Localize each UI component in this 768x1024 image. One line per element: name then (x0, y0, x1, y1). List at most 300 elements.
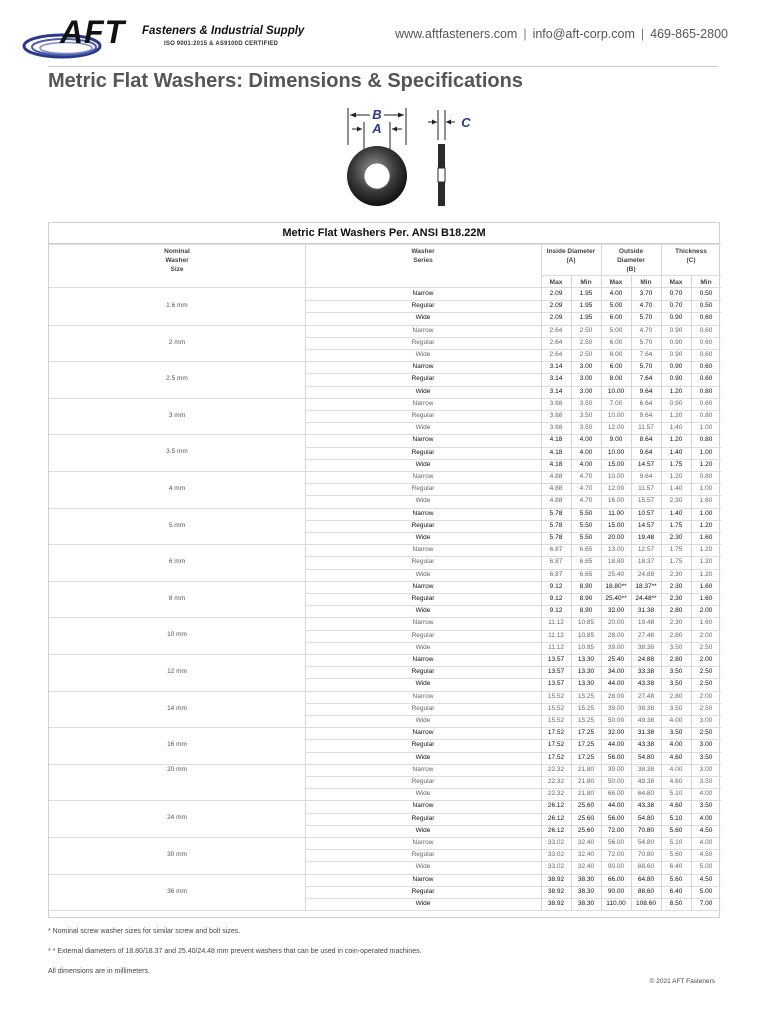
series-cell: Regular (411, 704, 435, 712)
value-cell: 88.60 (637, 863, 655, 871)
copyright: © 2021 AFT Fasteners (649, 978, 715, 985)
website-link[interactable]: www.aftfasteners.com (395, 27, 518, 41)
value-cell: 9.64 (639, 448, 653, 456)
separator: | (640, 27, 645, 41)
value-cell: 4.70 (639, 302, 653, 310)
value-cell: 0.50 (699, 302, 713, 310)
value-cell: 2.50 (699, 729, 713, 737)
table-row (305, 483, 721, 495)
value-cell: 3.50 (699, 802, 713, 810)
value-cell: 38.92 (547, 887, 565, 895)
value-cell: 1.00 (699, 509, 713, 517)
value-cell: 4.00 (699, 839, 713, 846)
subheader-min: Min (640, 279, 652, 286)
value-cell: 0.60 (699, 326, 713, 334)
value-cell: 49.38 (637, 717, 655, 724)
value-cell: 3.00 (699, 741, 713, 749)
value-cell: 31.38 (637, 607, 655, 615)
value-cell: 12.00 (607, 424, 625, 432)
table-row (305, 337, 721, 349)
value-cell: 56.00 (607, 753, 625, 761)
value-cell: 11.12 (548, 631, 564, 639)
value-cell: 4.00 (669, 741, 683, 749)
value-cell: 5.60 (669, 875, 683, 883)
value-cell: 0.90 (669, 338, 683, 346)
nominal-size-cell: 20 mm (167, 765, 187, 773)
value-cell: 5.78 (549, 534, 563, 541)
series-cell: Wide (415, 534, 431, 541)
value-cell: 3.14 (549, 387, 563, 395)
row-divider (49, 910, 721, 911)
nominal-size-cell: 14 mm (167, 704, 187, 712)
value-cell: 6.87 (549, 546, 563, 554)
value-cell: 13.57 (547, 668, 565, 676)
header-inside-line1: Inside Diameter (546, 248, 596, 255)
value-cell: 1.20 (699, 570, 713, 578)
value-cell: 27.48 (637, 692, 655, 700)
value-cell: 2.09 (549, 290, 563, 297)
value-cell: 5.60 (669, 851, 683, 859)
value-cell: 14.57 (637, 460, 655, 468)
value-cell: 25.60 (577, 826, 595, 834)
table-row (305, 422, 721, 434)
value-cell: 15.25 (577, 717, 595, 724)
value-cell: 1.20 (669, 412, 683, 419)
header-size (49, 247, 305, 274)
value-cell: 4.60 (669, 802, 683, 810)
series-cell: Narrow (412, 656, 434, 663)
value-cell: 2.30 (669, 582, 683, 590)
table-row (305, 325, 721, 337)
value-cell: 3.50 (669, 680, 683, 688)
value-cell: 0.90 (669, 363, 683, 371)
column-divider (541, 244, 542, 910)
value-cell: 11.12 (548, 619, 564, 627)
value-cell: 56.00 (607, 839, 625, 846)
nominal-size-cell: 36 mm (167, 887, 187, 895)
table-row (305, 898, 721, 910)
header-inside-diameter (541, 247, 601, 265)
value-cell: 90.00 (607, 863, 625, 871)
value-cell: 4.50 (699, 875, 713, 883)
series-cell: Wide (415, 643, 431, 651)
value-cell: 2.50 (699, 704, 713, 712)
value-cell: 2.30 (669, 619, 683, 627)
table-row (305, 300, 721, 312)
table-row (305, 874, 721, 886)
value-cell: 13.30 (577, 668, 595, 676)
value-cell: 18.37 (637, 558, 655, 566)
value-cell: 20.00 (607, 619, 625, 627)
series-cell: Narrow (412, 436, 434, 444)
value-cell: 11.12 (548, 643, 564, 651)
value-cell: 13.57 (547, 656, 565, 663)
value-cell: 1.20 (699, 558, 713, 566)
logo-certification: ISO 9001:2015 & AS9100D CERTIFIED (164, 41, 279, 47)
nominal-size-cell: 12 mm (167, 668, 187, 675)
value-cell: 3.50 (579, 424, 593, 432)
value-cell: 10.00 (607, 448, 625, 456)
header-inside-line2: (A) (566, 257, 576, 264)
value-cell: 64.80 (637, 790, 655, 798)
value-cell: 4.50 (699, 851, 713, 859)
value-cell: 5.00 (699, 887, 713, 895)
phone-link[interactable]: 469-865-2800 (650, 27, 728, 41)
table-row (305, 495, 721, 507)
value-cell: 5.50 (579, 509, 593, 517)
value-cell: 6.64 (639, 399, 653, 407)
value-cell: 33.02 (547, 851, 565, 859)
value-cell: 26.12 (547, 814, 565, 822)
value-cell: 54.80 (637, 814, 655, 822)
value-cell: 17.52 (547, 741, 565, 749)
column-divider (601, 244, 602, 910)
value-cell: 32.40 (577, 851, 595, 859)
series-cell: Wide (415, 753, 431, 761)
value-cell: 3.00 (699, 765, 713, 773)
series-cell: Narrow (412, 509, 434, 517)
value-cell: 0.90 (669, 375, 683, 383)
value-cell: 50.00 (607, 778, 625, 785)
value-cell: 7.64 (639, 375, 653, 383)
email-link[interactable]: info@aft-corp.com (532, 27, 635, 41)
value-cell: 2.30 (669, 595, 683, 602)
value-cell: 0.70 (669, 302, 683, 310)
value-cell: 6.00 (609, 314, 623, 322)
value-cell: 4.00 (669, 765, 683, 773)
value-cell: 0.60 (699, 351, 713, 358)
table-row (305, 849, 721, 861)
subheader-min: Min (700, 279, 712, 286)
value-cell: 9.64 (639, 387, 653, 395)
value-cell: 4.60 (669, 778, 683, 785)
value-cell: 10.57 (637, 509, 655, 517)
table-row (305, 678, 721, 690)
series-cell: Wide (415, 863, 431, 871)
value-cell: 1.95 (579, 314, 593, 322)
value-cell: 1.20 (669, 473, 683, 480)
value-cell: 5.78 (549, 509, 563, 517)
value-cell: 0.70 (669, 290, 683, 297)
value-cell: 25.60 (577, 814, 595, 822)
series-cell: Wide (415, 826, 431, 834)
value-cell: 1.95 (579, 302, 593, 310)
series-cell: Wide (415, 351, 431, 358)
table-row (305, 776, 721, 788)
value-cell: 39.00 (607, 643, 625, 651)
value-cell: 64.80 (637, 875, 655, 883)
value-cell: 70.80 (637, 826, 655, 834)
aft-logo[interactable] (22, 10, 312, 62)
series-cell: Wide (415, 900, 431, 907)
series-cell: Narrow (412, 729, 434, 737)
value-cell: 110.00 (606, 900, 626, 907)
value-cell: 6.87 (549, 570, 563, 578)
value-cell: 3.00 (579, 375, 593, 383)
nominal-size-cell: 5 mm (168, 521, 186, 529)
value-cell: 9.00 (609, 436, 623, 444)
value-cell: 2.64 (549, 351, 563, 358)
series-cell: Narrow (412, 802, 434, 810)
value-cell: 2.30 (669, 534, 683, 541)
table-row (305, 800, 721, 812)
value-cell: 1.75 (669, 521, 683, 529)
value-cell: 1.20 (699, 521, 713, 529)
value-cell: 10.00 (607, 412, 625, 419)
value-cell: 38.30 (577, 887, 595, 895)
value-cell: 5.60 (669, 826, 683, 834)
series-cell: Regular (411, 741, 435, 749)
value-cell: 44.00 (607, 741, 625, 749)
value-cell: 0.80 (699, 387, 713, 395)
value-cell: 12.57 (637, 546, 655, 554)
value-cell: 1.00 (699, 448, 713, 456)
value-cell: 10.00 (607, 473, 625, 480)
value-cell: 3.14 (549, 375, 563, 383)
value-cell: 4.70 (579, 473, 593, 480)
value-cell: 0.80 (699, 473, 713, 480)
footnote-nominal: * Nominal screw washer sizes for similar screw and bolt sizes. (48, 928, 241, 935)
table-row (305, 434, 721, 446)
table-row (305, 544, 721, 556)
value-cell: 4.00 (669, 717, 683, 724)
table-row (305, 373, 721, 385)
value-cell: 38.92 (547, 900, 565, 907)
series-cell: Regular (411, 814, 435, 822)
value-cell: 33.38 (637, 668, 655, 676)
value-cell: 28.00 (607, 631, 625, 639)
value-cell: 24.88 (637, 656, 655, 663)
label-b: B (372, 107, 382, 122)
table-row (305, 361, 721, 373)
value-cell: 2.00 (699, 656, 713, 663)
value-cell: 24.48** (635, 595, 657, 602)
value-cell: 3.50 (669, 668, 683, 676)
series-cell: Wide (415, 680, 431, 688)
nominal-size-cell: 1.6 mm (166, 302, 188, 309)
value-cell: 2.64 (549, 326, 563, 334)
value-cell: 1.75 (669, 546, 683, 554)
value-cell: 2.00 (699, 607, 713, 615)
table-row (305, 666, 721, 678)
series-cell: Regular (411, 631, 435, 639)
series-cell: Narrow (412, 326, 434, 334)
value-cell: 17.52 (547, 753, 565, 761)
value-cell: 1.00 (699, 424, 713, 432)
nominal-size-cell: 4 mm (168, 485, 186, 492)
table-row (305, 288, 721, 300)
value-cell: 4.60 (669, 753, 683, 761)
washer-diagram (330, 100, 480, 215)
value-cell: 39.00 (607, 765, 625, 773)
value-cell: 5.00 (609, 326, 623, 334)
value-cell: 8.00 (609, 351, 623, 358)
value-cell: 1.60 (699, 595, 713, 602)
value-cell: 3.14 (549, 363, 563, 371)
table-row (305, 312, 721, 324)
column-divider (691, 275, 692, 910)
series-cell: Regular (411, 521, 435, 529)
value-cell: 3.50 (669, 729, 683, 737)
value-cell: 108.60 (636, 900, 656, 907)
value-cell: 22.32 (547, 778, 565, 785)
value-cell: 26.12 (547, 802, 565, 810)
value-cell: 3.00 (579, 387, 593, 395)
footnote-external-diameters: * * External diameters of 18.80/18.37 and 25.40/24.48 mm prevent washers that can be used in coin-operated machines. (48, 948, 422, 955)
value-cell: 4.88 (549, 485, 563, 493)
value-cell: 2.50 (579, 326, 593, 334)
value-cell: 4.18 (549, 448, 563, 456)
table-row (305, 386, 721, 398)
value-cell: 1.60 (699, 619, 713, 627)
value-cell: 6.40 (669, 887, 683, 895)
header-outside-line2: Diameter (617, 257, 645, 264)
nominal-size-cell: 24 mm (167, 814, 187, 822)
value-cell: 9.12 (549, 607, 563, 615)
value-cell: 8.90 (579, 582, 593, 590)
value-cell: 15.25 (577, 704, 595, 712)
series-cell: Narrow (412, 619, 434, 627)
value-cell: 1.95 (579, 290, 593, 297)
nominal-size-cell: 10 mm (167, 631, 187, 639)
value-cell: 13.57 (547, 680, 565, 688)
value-cell: 5.50 (579, 534, 593, 541)
separator: | (523, 27, 527, 41)
table-row (305, 739, 721, 751)
value-cell: 1.40 (669, 448, 683, 456)
value-cell: 6.00 (609, 338, 623, 346)
value-cell: 2.50 (699, 680, 713, 688)
value-cell: 7.64 (639, 351, 653, 358)
table-row (305, 410, 721, 422)
value-cell: 0.60 (699, 338, 713, 346)
value-cell: 3.50 (669, 704, 683, 712)
table-row (305, 349, 721, 361)
value-cell: 90.00 (607, 887, 625, 895)
value-cell: 25.40 (607, 570, 625, 578)
nominal-size-cell: 2.5 mm (166, 375, 188, 383)
value-cell: 3.50 (699, 778, 713, 785)
value-cell: 2.09 (549, 302, 563, 310)
value-cell: 43.38 (637, 741, 655, 749)
series-cell: Regular (411, 412, 435, 419)
value-cell: 32.40 (577, 863, 595, 871)
table-row (305, 691, 721, 703)
value-cell: 20.00 (607, 534, 625, 541)
table-row (305, 605, 721, 617)
series-cell: Narrow (412, 546, 434, 554)
value-cell: 72.00 (607, 851, 625, 859)
value-cell: 1.20 (699, 460, 713, 468)
series-cell: Wide (415, 314, 431, 322)
subheader-min: Min (580, 279, 592, 286)
value-cell: 32.00 (607, 729, 625, 737)
value-cell: 1.20 (699, 546, 713, 554)
value-cell: 8.00 (609, 375, 623, 383)
contact-info (395, 27, 728, 41)
value-cell: 0.60 (699, 363, 713, 371)
value-cell: 8.50 (669, 900, 683, 907)
value-cell: 4.88 (549, 497, 563, 505)
value-cell: 0.60 (699, 375, 713, 383)
value-cell: 7.00 (699, 900, 713, 907)
header-series-line2: Series (413, 257, 433, 264)
value-cell: 2.50 (699, 643, 713, 651)
value-cell: 2.30 (669, 497, 683, 505)
value-cell: 4.50 (699, 826, 713, 834)
logo-tagline: Fasteners & Industrial Supply (142, 25, 305, 37)
value-cell: 54.80 (637, 753, 655, 761)
value-cell: 5.00 (609, 302, 623, 310)
table-row (305, 617, 721, 629)
value-cell: 4.88 (549, 473, 563, 480)
table-row (305, 532, 721, 544)
value-cell: 9.12 (549, 595, 563, 602)
value-cell: 1.60 (699, 534, 713, 541)
value-cell: 0.90 (669, 314, 683, 322)
header-thickness (661, 247, 721, 265)
table-row (305, 581, 721, 593)
value-cell: 5.10 (669, 839, 683, 846)
value-cell: 14.57 (637, 521, 655, 529)
value-cell: 5.10 (669, 814, 683, 822)
value-cell: 13.00 (607, 546, 625, 554)
table-row (305, 837, 721, 849)
value-cell: 6.00 (609, 363, 623, 371)
series-cell: Narrow (412, 473, 434, 480)
value-cell: 15.52 (547, 692, 565, 700)
value-cell: 5.70 (639, 363, 653, 371)
value-cell: 0.60 (699, 314, 713, 322)
value-cell: 19.48 (637, 619, 655, 627)
value-cell: 4.70 (579, 485, 593, 493)
value-cell: 2.50 (579, 338, 593, 346)
value-cell: 3.68 (549, 424, 563, 432)
series-cell: Regular (411, 375, 435, 383)
value-cell: 38.92 (547, 875, 565, 883)
value-cell: 43.38 (637, 802, 655, 810)
series-cell: Narrow (412, 582, 434, 590)
value-cell: 25.40 (607, 656, 625, 663)
header-outside-diameter (601, 247, 661, 274)
series-cell: Regular (411, 338, 435, 346)
table-title: Metric Flat Washers Per. ANSI B18.22M (49, 223, 719, 244)
table-row (305, 520, 721, 532)
series-cell: Regular (411, 448, 435, 456)
table-row (305, 764, 721, 776)
value-cell: 11.00 (608, 509, 624, 517)
series-cell: Wide (415, 607, 431, 615)
footnote-units: All dimensions are in millimeters. (48, 968, 150, 975)
value-cell: 8.64 (639, 436, 653, 444)
table-row (305, 447, 721, 459)
value-cell: 2.50 (699, 668, 713, 676)
label-c: C (461, 115, 471, 130)
value-cell: 50.00 (607, 717, 625, 724)
value-cell: 17.25 (577, 729, 595, 737)
value-cell: 17.25 (577, 741, 595, 749)
value-cell: 10.85 (577, 619, 595, 627)
value-cell: 32.40 (577, 839, 595, 846)
value-cell: 0.90 (669, 399, 683, 407)
value-cell: 4.00 (579, 448, 593, 456)
value-cell: 1.75 (669, 460, 683, 468)
value-cell: 1.75 (669, 558, 683, 566)
value-cell: 0.80 (699, 436, 713, 444)
value-cell: 32.00 (607, 607, 625, 615)
value-cell: 18.80** (605, 582, 627, 590)
value-cell: 5.10 (669, 790, 683, 798)
